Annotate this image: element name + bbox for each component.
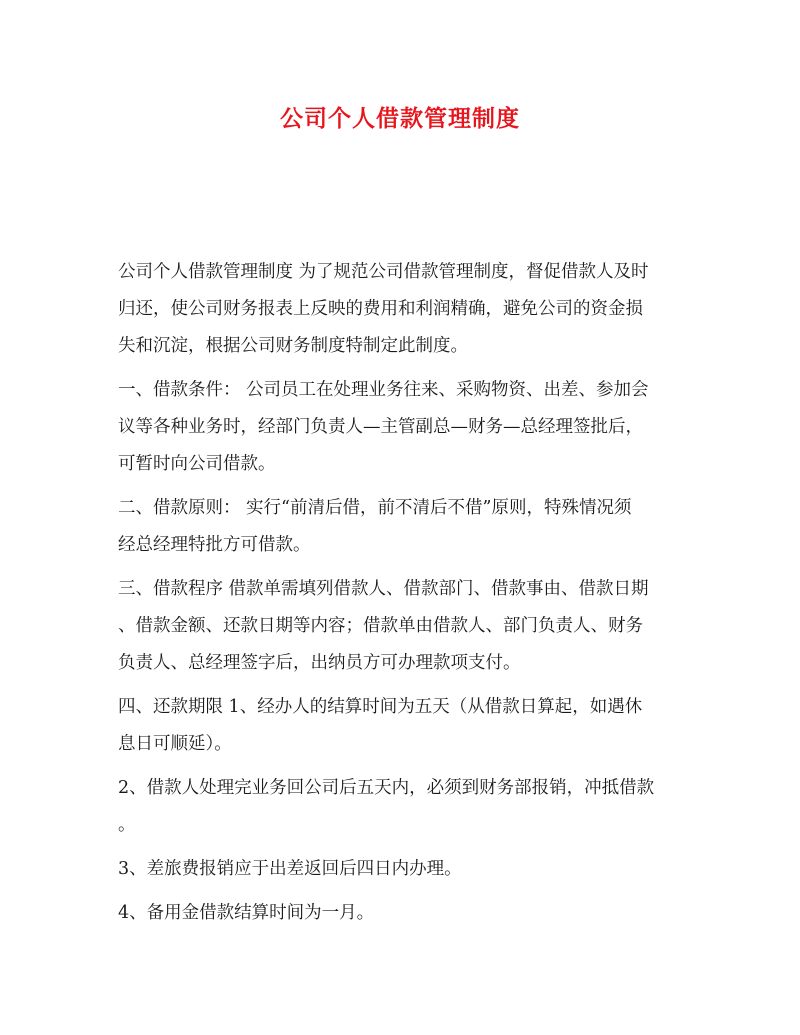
paragraph-rule-4 xyxy=(118,895,688,932)
text-line: 可暂时向公司借款。 xyxy=(118,454,276,474)
paragraph-loan-principles xyxy=(118,490,688,564)
paragraph-rule-3 xyxy=(118,851,688,888)
text-line: 负责人、总经理签字后，出纳员方可办理款项支付。 xyxy=(118,653,521,673)
paragraph-rule-2 xyxy=(118,770,688,844)
text-line: 3、差旅费报销应于出差返回后四日内办理。 xyxy=(118,859,462,879)
text-line: 一、借款条件： 公司员工在处理业务往来、采购物资、出差、参加会 xyxy=(118,380,649,400)
paragraph-repayment-period xyxy=(118,689,688,763)
text-line: 失和沉淀，根据公司财务制度特制定此制度。 xyxy=(118,336,468,356)
text-line: 经总经理特批方可借款。 xyxy=(118,535,311,555)
paragraph-intro xyxy=(118,254,688,365)
paragraph-loan-conditions xyxy=(118,372,688,483)
text-line: 4、备用金借款结算时间为一月。 xyxy=(118,903,375,923)
document-title: 公司个人借款管理制度 xyxy=(280,105,520,132)
text-line: 2、借款人处理完业务回公司后五天内，必须到财务部报销，冲抵借款 xyxy=(118,778,655,798)
text-line: 三、借款程序 借款单需填列借款人、借款部门、借款事由、借款日期 xyxy=(118,579,649,599)
text-line: 息日可顺延）。 xyxy=(118,734,232,754)
text-line: 四、还款期限 1、经办人的结算时间为五天（从借款日算起，如遇休 xyxy=(118,697,643,717)
text-line: 、借款金额、还款日期等内容；借款单由借款人、部门负责人、财务 xyxy=(118,616,643,636)
paragraph-loan-procedure xyxy=(118,571,688,682)
text-line: 归还，使公司财务报表上反映的费用和利润精确，避免公司的资金损 xyxy=(118,299,643,319)
text-line: 议等各种业务时，经部门负责人—主管副总—财务—总经理签批后， xyxy=(118,417,643,437)
text-line: 公司个人借款管理制度 为了规范公司借款管理制度，督促借款人及时 xyxy=(118,262,649,282)
text-line: 。 xyxy=(118,815,136,835)
text-line: 二、借款原则： 实行“前清后借，前不清后不借”原则，特殊情况须 xyxy=(118,498,632,518)
document-body xyxy=(118,254,688,939)
